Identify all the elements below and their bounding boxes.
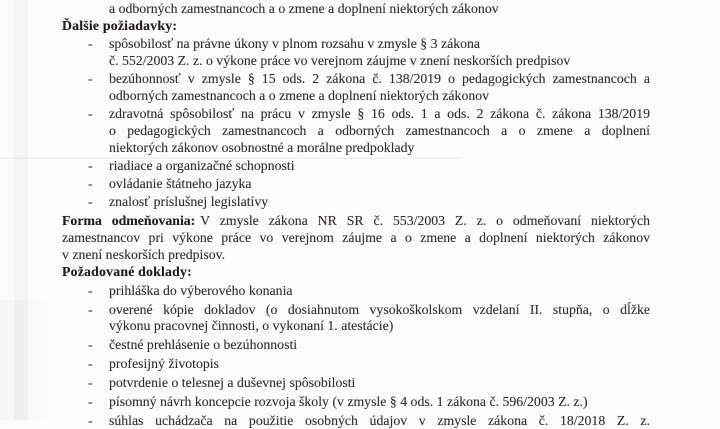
list-item-line: bezúhonnosť v zmysle § 15 ods. 2 zákona č. 138/2019 o pedagogických zamestnancoch a — [109, 71, 650, 86]
bullet-dash-icon: - — [88, 71, 93, 86]
list-item-line: niektorých zákonov osobnostné a morálne predpoklady — [109, 140, 415, 155]
bullet-dash-icon: - — [88, 106, 93, 121]
list-item-line: overené kópie dokladov (o dosiahnutom vysokoškolskom vzdelaní II. stupňa, o dĺžke — [109, 302, 650, 317]
list-item-line: prihláška do výberového konania — [109, 283, 293, 298]
remuneration-line: zamestnancov pri výkone práce vo verejnom záujme a o zmene a doplnení niektorých zákonov — [62, 230, 650, 245]
list-item — [62, 394, 650, 410]
section-heading-further-requirements: Ďalšie požiadavky: — [62, 18, 178, 33]
bullet-dash-icon: - — [88, 394, 93, 409]
list-item — [62, 337, 650, 353]
list-item-line: profesijný životopis — [109, 356, 219, 371]
list-item — [62, 70, 650, 104]
remuneration-line: v znení neskorších predpisov. — [62, 247, 226, 262]
bullet-dash-icon: - — [88, 176, 93, 191]
remuneration-paragraph — [62, 212, 650, 263]
list-item — [62, 283, 650, 299]
list-item — [62, 157, 650, 174]
list-item — [62, 35, 650, 69]
section-heading-required-documents: Požadované doklady: — [62, 264, 192, 279]
remuneration-line — [62, 212, 650, 229]
list-item — [62, 375, 650, 391]
list-item-line: znalosť príslušnej legislatívy — [109, 194, 269, 209]
bullet-dash-icon: - — [88, 283, 93, 298]
list-item — [62, 193, 650, 210]
remuneration-label: Forma odmeňovania: — [62, 213, 196, 228]
list-item-line: odborných zamestnancoch a o zmene a doplnení niektorých zákonov — [109, 88, 490, 103]
bullet-dash-icon: - — [88, 356, 93, 371]
bullet-dash-icon: - — [88, 375, 93, 390]
list-item-line: písomný návrh koncepcie rozvoja školy (v zmysle § 4 ods. 1 zákona č. 596/2003 Z. z.) — [109, 394, 588, 409]
remuneration-text: V zmysle zákona NR SR č. 553/2003 Z. z. o odmeňovaní niektorých — [200, 213, 650, 228]
list-item-line: zdravotná spôsobilosť na prácu v zmysle § 16 ods. 1 a ods. 2 zákona č. zákona 138/2019 — [109, 106, 650, 121]
leading-continuation-line: a odborných zamestnancoch a o zmene a doplnení niektorých zákonov — [109, 1, 499, 16]
list-item — [62, 413, 650, 429]
list-item-line: o pedagogických zamestnancoch a odborných zamestnancoch a o zmene a doplnení — [109, 123, 650, 138]
requirements-list — [62, 35, 650, 210]
list-item-line: čestné prehlásenie o bezúhonnosti — [109, 337, 298, 352]
bullet-dash-icon: - — [88, 302, 93, 317]
documents-list — [62, 283, 650, 429]
bullet-dash-icon: - — [88, 158, 93, 173]
list-item — [62, 302, 650, 334]
bullet-dash-icon: - — [88, 413, 93, 428]
list-item-line: spôsobilosť na právne úkony v plnom rozsahu v zmysle § 3 zákona — [109, 36, 481, 51]
list-item-line: súhlas uchádzača na použitie osobných údajov v zmysle zákona č. 18/2018 Z. z. — [109, 413, 650, 428]
bullet-dash-icon: - — [88, 194, 93, 209]
list-item-line: č. 552/2003 Z. z. o výkone práce vo verejnom záujme v znení neskorších predpisov — [109, 53, 571, 68]
list-item-line: ovládanie štátneho jazyka — [109, 176, 252, 191]
bullet-dash-icon: - — [88, 36, 93, 51]
list-item — [62, 175, 650, 192]
list-item — [62, 105, 650, 156]
list-item-line: výkonu pracovnej činnosti, o vykonaní 1. atestácie) — [109, 318, 394, 333]
bullet-dash-icon: - — [88, 337, 93, 352]
list-item-line: riadiace a organizačné schopnosti — [109, 158, 295, 173]
list-item-line: potvrdenie o telesnej a duševnej spôsobilosti — [109, 375, 356, 390]
list-item — [62, 356, 650, 372]
